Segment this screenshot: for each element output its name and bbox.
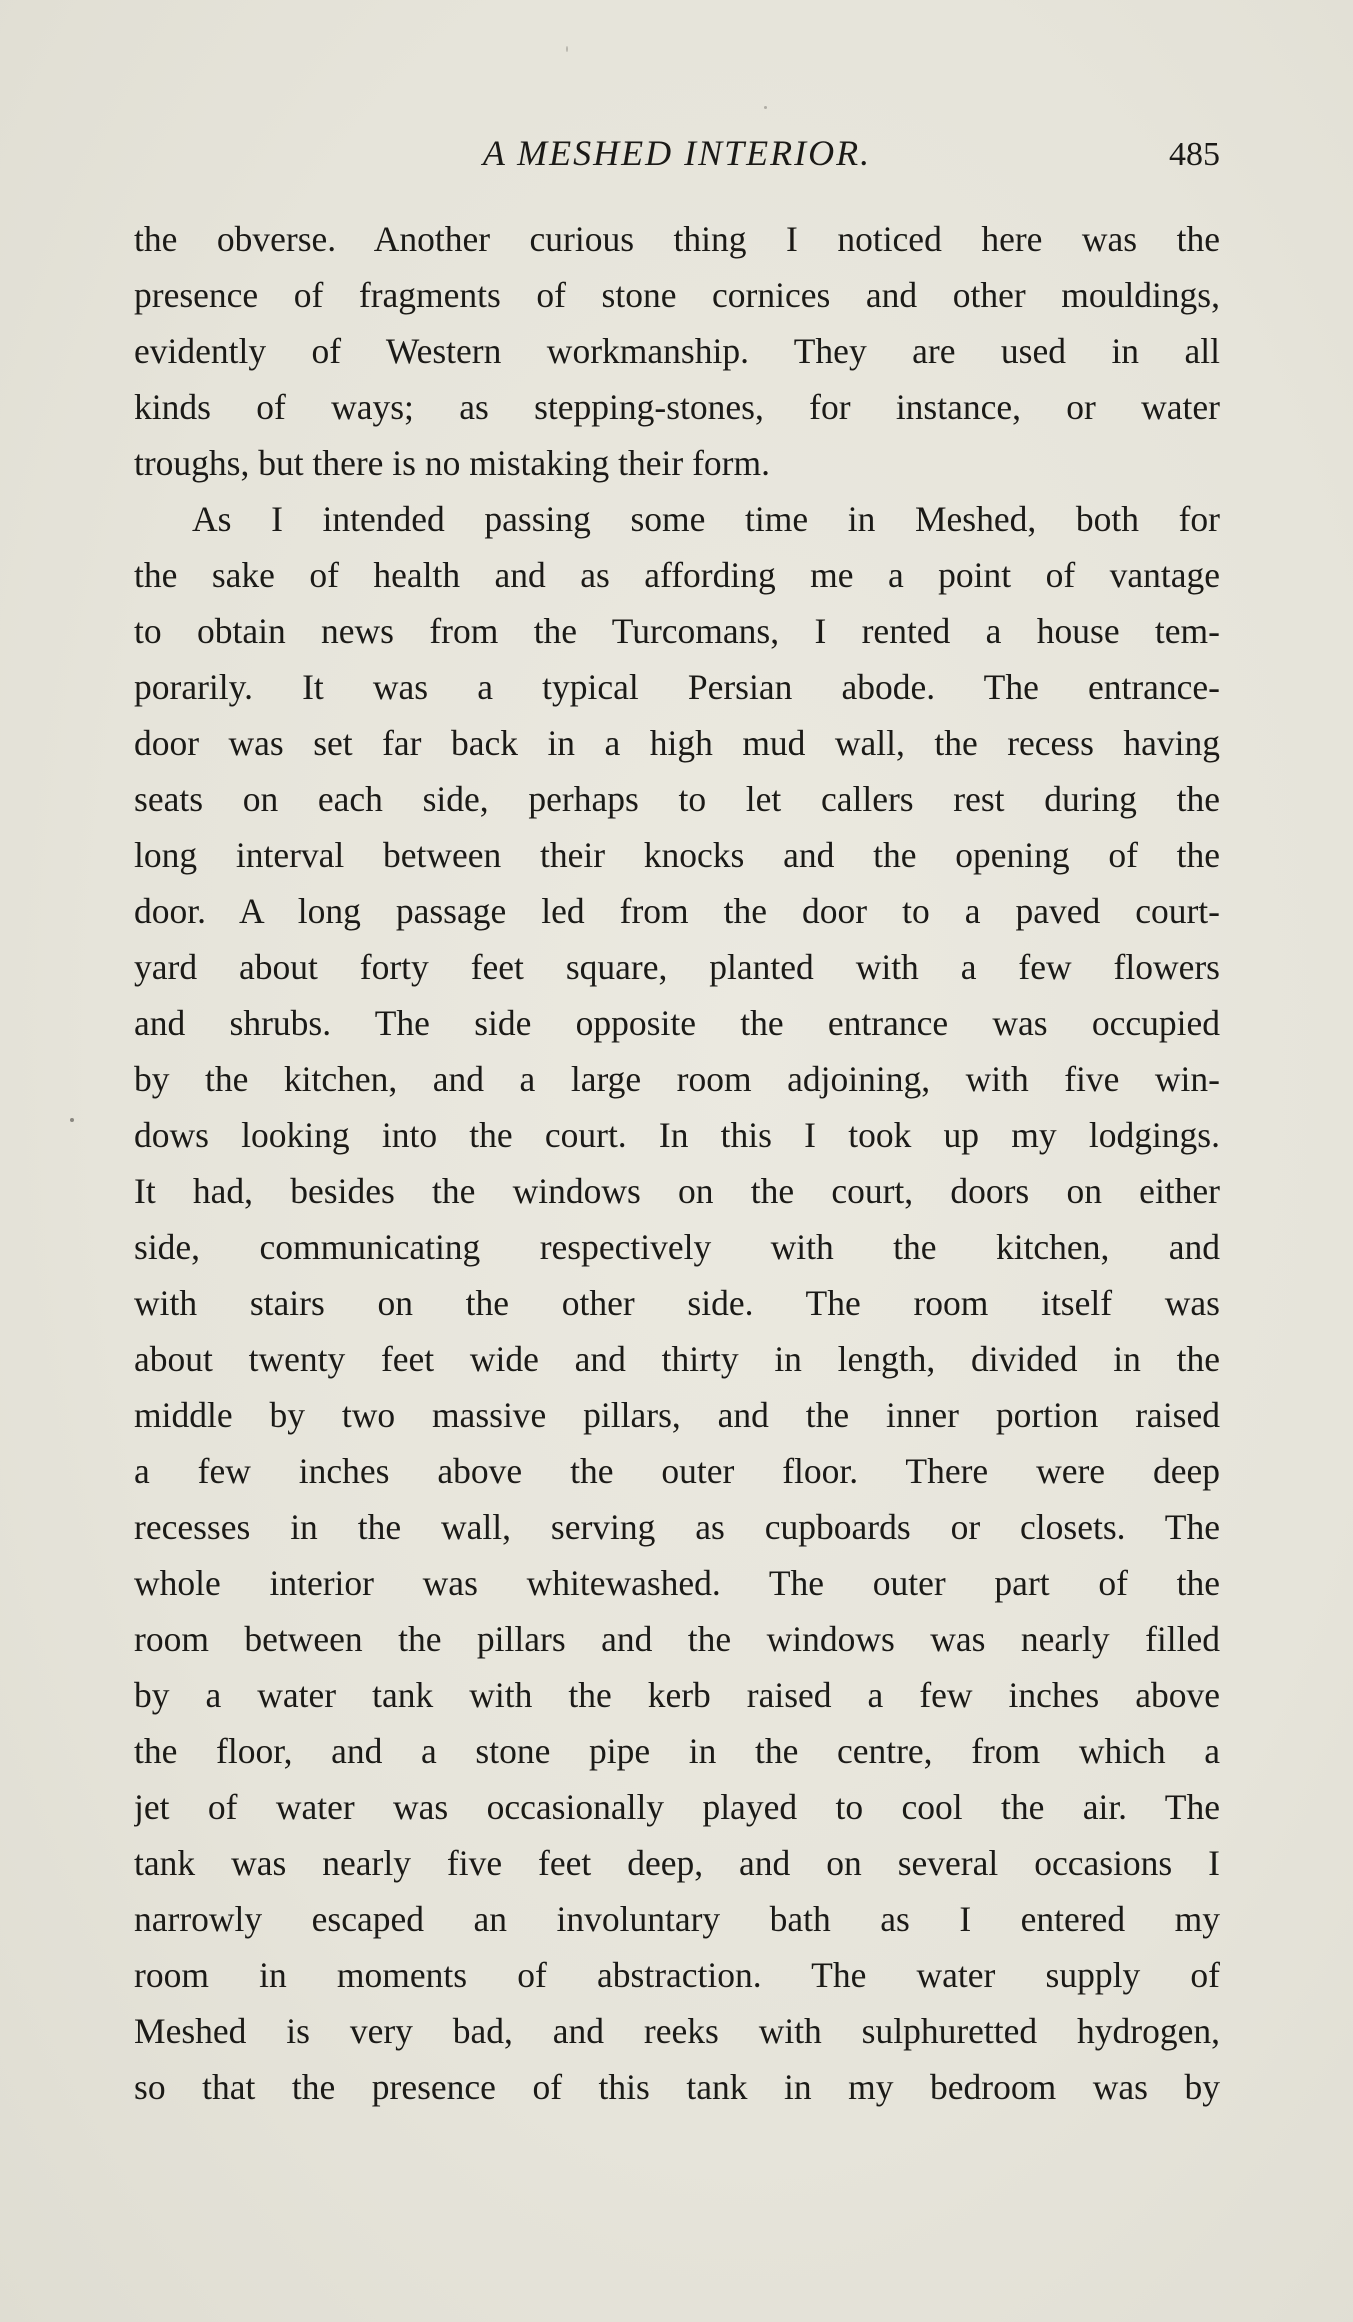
text-line: side, communicating respectively with the kitchen, and [134,1227,1220,1267]
text-line: middle by two massive pillars, and the inner portion raised [134,1395,1220,1435]
text-line: and shrubs. The side opposite the entrance was occupied [134,1003,1220,1043]
text-line: to obtain news from the Turcomans, I rented a house tem- [134,611,1220,651]
text-line: jet of water was occasionally played to cool the air. The [134,1787,1220,1827]
text-line: recesses in the wall, serving as cupboards or closets. The [134,1507,1220,1547]
text-line: dows looking into the court. In this I took up my lodgings. [134,1115,1220,1155]
paper-speck [566,46,568,52]
text-line: troughs, but there is no mistaking their form. [134,443,770,483]
text-line: the obverse. Another curious thing I noticed here was the [134,219,1220,259]
running-title: A MESHED INTERIOR. [482,133,872,173]
text-line: about twenty feet wide and thirty in length, divided in the [134,1339,1220,1379]
text-line: tank was nearly five feet deep, and on several occasions I [134,1843,1220,1883]
text-line: so that the presence of this tank in my bedroom was by [134,2067,1220,2107]
page-number: 485 [1169,136,1220,173]
text-line: a few inches above the outer floor. There were deep [134,1451,1220,1491]
body-text [134,211,1220,2115]
text-line: by the kitchen, and a large room adjoining, with five win- [134,1059,1220,1099]
text-line: Meshed is very bad, and reeks with sulphuretted hydrogen, [134,2011,1220,2051]
text-line: narrowly escaped an involuntary bath as I entered my [134,1899,1220,1939]
text-line: yard about forty feet square, planted with a few flowers [134,947,1220,987]
text-line: kinds of ways; as stepping-stones, for instance, or water [134,387,1220,427]
text-line: door was set far back in a high mud wall, the recess having [134,723,1220,763]
text-line: evidently of Western workmanship. They are used in all [134,331,1220,371]
text-line: It had, besides the windows on the court, doors on either [134,1171,1220,1211]
text-line: room in moments of abstraction. The water supply of [134,1955,1220,1995]
text-line: by a water tank with the kerb raised a few inches above [134,1675,1220,1715]
paper-speck [70,1118,74,1122]
text-line: door. A long passage led from the door to a paved court- [134,891,1220,931]
page-header [134,128,1220,178]
text-line: presence of fragments of stone cornices and other mouldings, [134,275,1220,315]
text-line: room between the pillars and the windows was nearly filled [134,1619,1220,1659]
paper-speck [764,106,767,109]
text-line: long interval between their knocks and the opening of the [134,835,1220,875]
text-line: with stairs on the other side. The room itself was [134,1283,1220,1323]
text-line: seats on each side, perhaps to let callers rest during the [134,779,1220,819]
text-line: porarily. It was a typical Persian abode. The entrance- [134,667,1220,707]
text-line: the sake of health and as affording me a point of vantage [134,555,1220,595]
text-line: the floor, and a stone pipe in the centre, from which a [134,1731,1220,1771]
text-line: whole interior was whitewashed. The outer part of the [134,1563,1220,1603]
paragraph-first-line: As I intended passing some time in Meshed, both for [192,499,1220,539]
